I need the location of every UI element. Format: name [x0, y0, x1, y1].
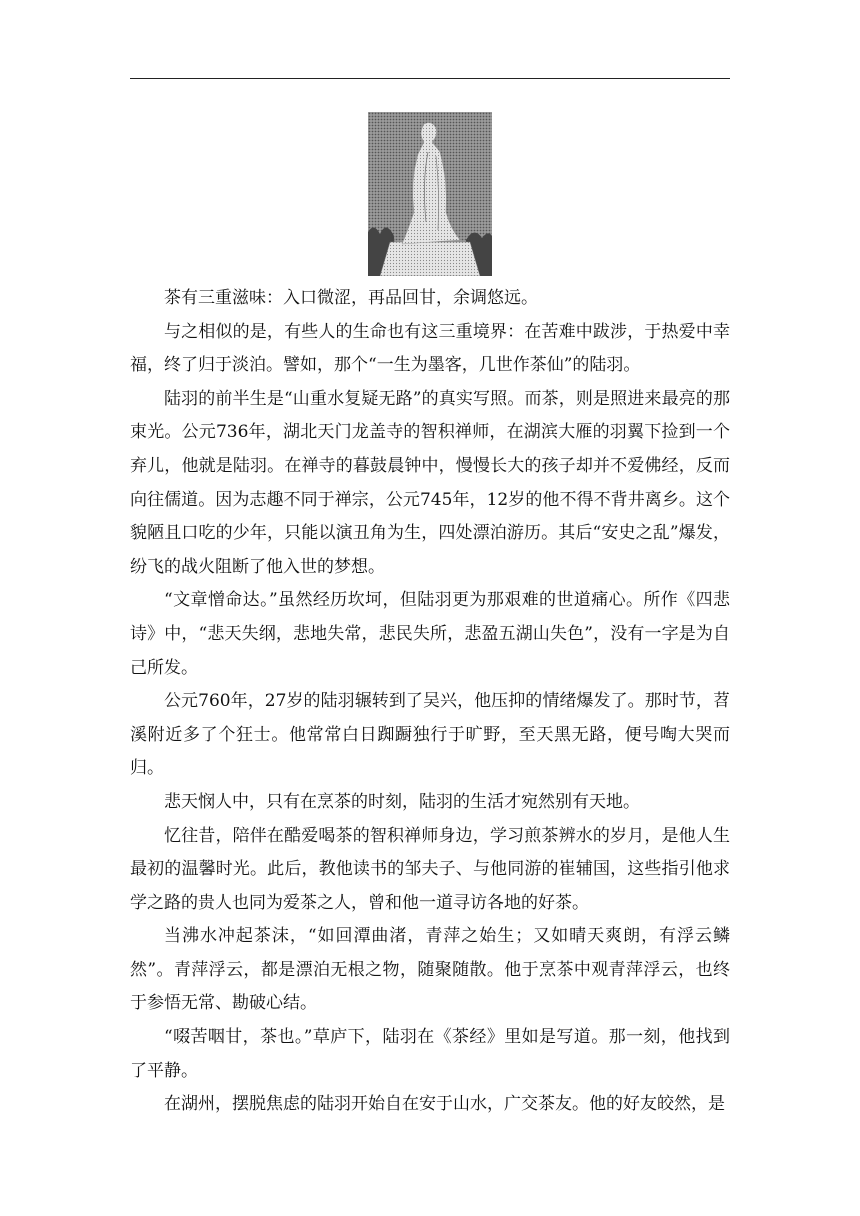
header-rule [130, 78, 730, 79]
paragraph: 在湖州，摆脱焦虑的陆羽开始自在安于山水，广交茶友。他的好友皎然，是 [164, 1094, 725, 1115]
paragraph: 当沸水冲起茶沫，“如回潭曲渚，青萍之始生；又如晴天爽朗，有浮云鳞然”。青萍浮云，都是漂泊无根之物，随聚随散。他于烹茶中观青萍浮云，也终于参悟无常、勘破心结。 [130, 926, 730, 1014]
statue-photo [368, 112, 492, 276]
paragraph: 公元760年，27岁的陆羽辗转到了吴兴，他压抑的情绪爆发了。那时节，苕溪附近多了个狂士。他常常白日踟蹰独行于旷野，至天黑无路，便号啕大哭而归。 [130, 691, 730, 779]
paragraph: 与之相似的是，有些人的生命也有这三重境界：在苦难中跋涉，于热爱中幸福，终了归于淡泊。譬如，那个“一生为墨客，几世作茶仙”的陆羽。 [130, 321, 730, 376]
article-body [130, 282, 730, 1122]
paragraph: 忆往昔，陪伴在酷爱喝茶的智积禅师身边，学习煎茶辨水的岁月，是他人生最初的温馨时光。此后，教他读书的邹夫子、与他同游的崔辅国，这些指引他求学之路的贵人也同为爱茶之人，曾和他一道寻访各地的好茶。 [130, 825, 730, 913]
paragraph: 陆羽的前半生是“山重水复疑无路”的真实写照。而茶，则是照进来最亮的那束光。公元736年，湖北天门龙盖寺的智积禅师，在湖滨大雁的羽翼下捡到一个弃儿，他就是陆羽。在禅寺的暮鼓晨钟中，慢慢长大的孩子却并不爱佛经，反而向往儒道。因为志趣不同于禅宗，公元745年，12岁的他不得不背井离乡。这个貌陋且口吃的少年，只能以演丑角为生，四处漂泊游历。其后“安史之乱”爆发，纷飞的战火阻断了他入世的梦想。 [130, 388, 730, 577]
paragraph: “啜苦咽甘，茶也。”草庐下，陆羽在《茶经》里如是写道。那一刻，他找到了平静。 [130, 1027, 730, 1081]
paragraph: “文章憎命达。”虽然经历坎坷，但陆羽更为那艰难的世道痛心。所作《四悲诗》中，“悲天失纲，悲地失常，悲民失所，悲盈五湖山失色”，没有一字是为自己所发。 [130, 590, 730, 678]
paragraph: 茶有三重滋味：入口微涩，再品回甘，余调悠远。 [164, 288, 538, 308]
paragraph: 悲天悯人中，只有在烹茶的时刻，陆羽的生活才宛然别有天地。 [164, 791, 640, 812]
